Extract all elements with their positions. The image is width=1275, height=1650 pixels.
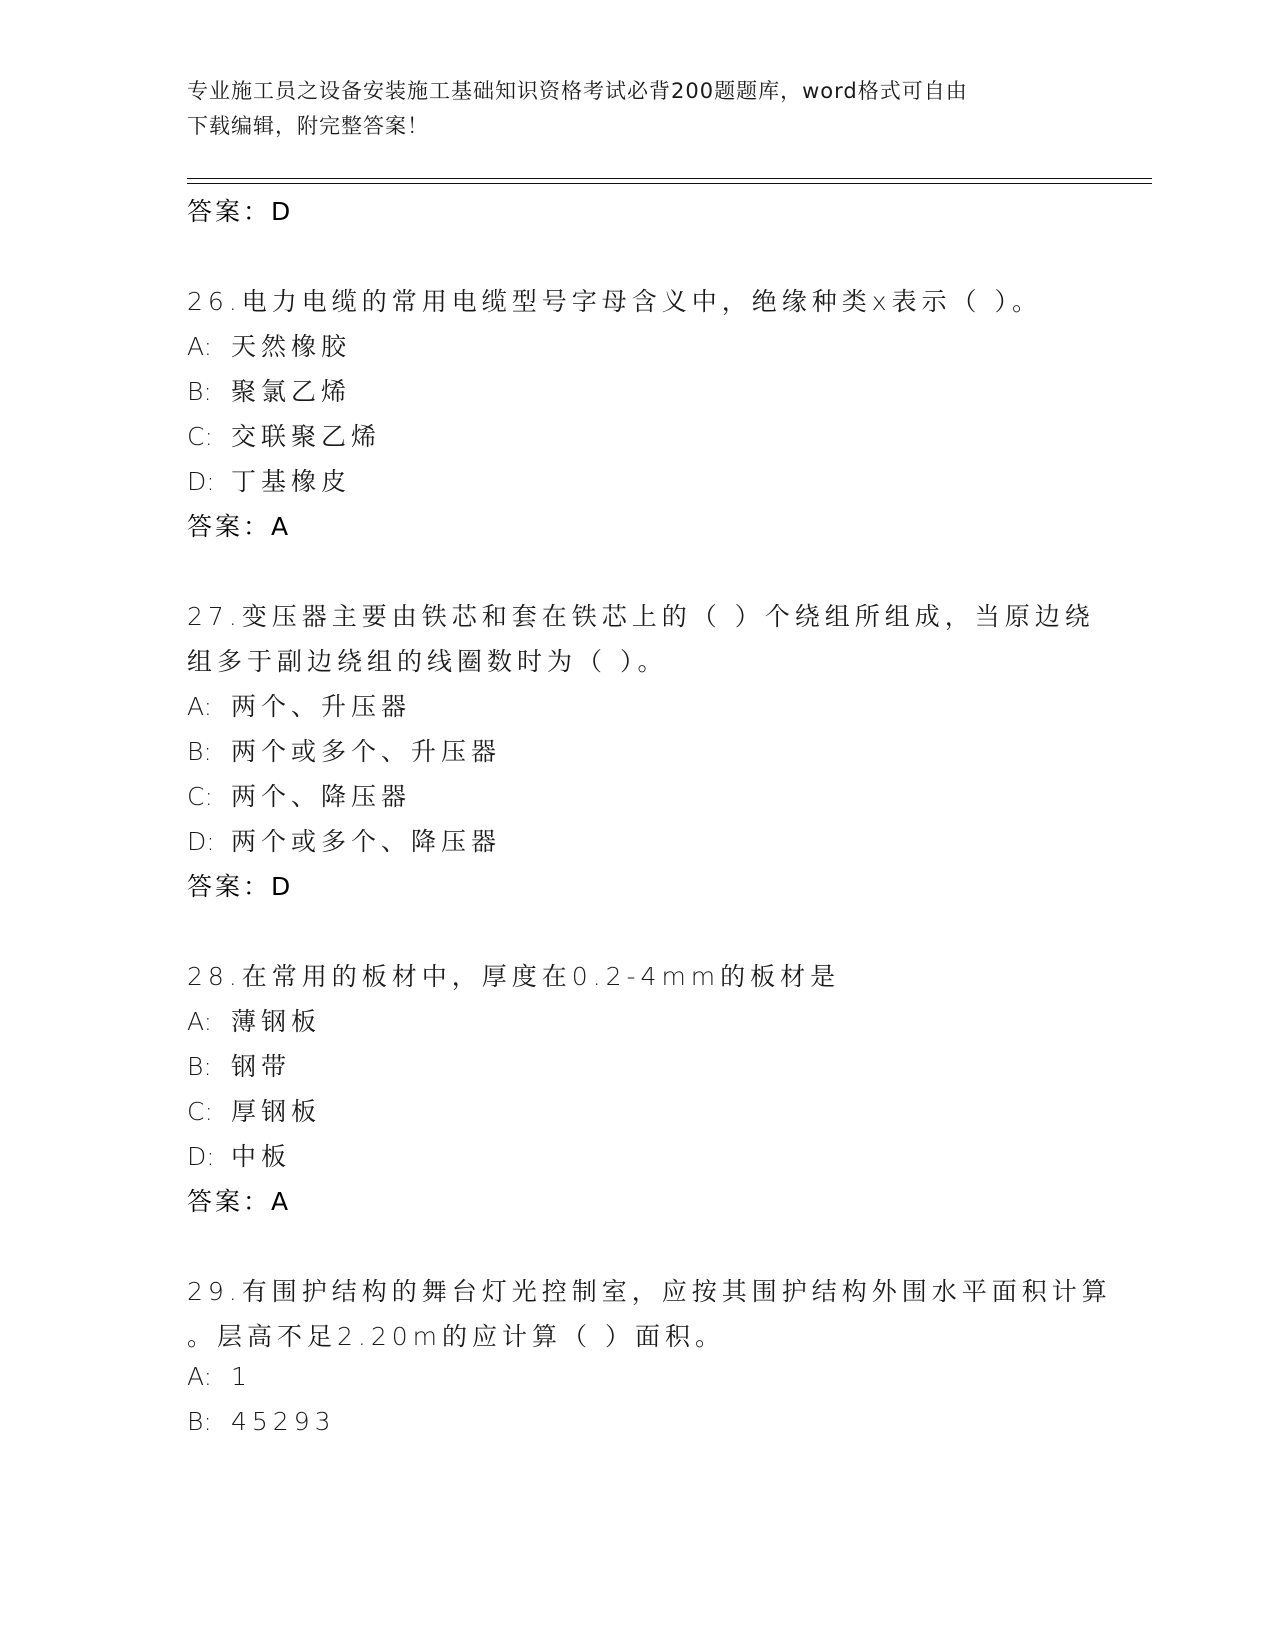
option-d: [187, 1137, 291, 1173]
option-key: A:: [187, 1362, 213, 1391]
question-stem: 26.电力电缆的常用电缆型号字母含义中，绝缘种类x表示（ ）。: [187, 287, 1043, 316]
option-text: 中板: [231, 1142, 292, 1171]
question-stem-continued: 组多于副边绕组的线圈数时为（ ）。: [187, 647, 668, 676]
option-key: C:: [187, 1097, 213, 1126]
option-text: 两个、升压器: [231, 692, 412, 721]
answer-line: 答案：A: [187, 512, 292, 541]
option-b: [187, 732, 501, 768]
header-divider: [187, 178, 1152, 179]
option-key: B:: [187, 1052, 212, 1081]
answer-line: 答案：A: [187, 1187, 292, 1216]
option-a: [187, 687, 411, 723]
answer-line: 答案：D: [187, 872, 294, 901]
option-text: 天然橡胶: [231, 332, 352, 361]
option-key: B:: [187, 1407, 212, 1436]
answer-line: 答案：D: [187, 197, 294, 226]
option-b: [187, 1407, 336, 1436]
option-a: [187, 1362, 252, 1391]
option-key: A:: [187, 692, 213, 721]
option-a: [187, 327, 351, 363]
option-text: 厚钢板: [231, 1097, 322, 1126]
option-c: [187, 777, 411, 813]
option-text: 交联聚乙烯: [231, 422, 382, 451]
option-d: [187, 462, 351, 498]
option-c: [187, 417, 381, 453]
option-b: [187, 1047, 291, 1083]
option-c: [187, 1092, 321, 1128]
document-header: [187, 74, 1067, 144]
option-key: D:: [187, 467, 215, 496]
option-b: [187, 372, 351, 408]
option-key: D:: [187, 827, 215, 856]
question-stem: 28.在常用的板材中，厚度在0.2-4mm的板材是: [187, 962, 841, 991]
option-key: B:: [187, 737, 212, 766]
option-text: 薄钢板: [231, 1007, 322, 1036]
question-stem: 29.有围护结构的舞台灯光控制室，应按其围护结构外围水平面积计算: [187, 1277, 1112, 1306]
question-stem: 27.变压器主要由铁芯和套在铁芯上的（ ）个绕组所组成，当原边绕: [187, 602, 1095, 631]
option-key: B:: [187, 377, 212, 406]
option-key: C:: [187, 422, 213, 451]
option-text: 两个或多个、降压器: [231, 827, 502, 856]
question-stem-continued: 。层高不足2.20m的应计算（ ）面积。: [187, 1322, 725, 1351]
option-text: 1: [231, 1362, 252, 1391]
option-text: 钢带: [231, 1052, 292, 1081]
option-key: C:: [187, 782, 213, 811]
option-text: 丁基橡皮: [231, 467, 352, 496]
option-text: 45293: [231, 1407, 336, 1436]
header-title-line-2: 下载编辑，附完整答案！: [187, 114, 429, 138]
header-title-line-1: 专业施工员之设备安装施工基础知识资格考试必背200题题库，word格式可自由: [187, 79, 968, 103]
option-key: D:: [187, 1142, 215, 1171]
option-text: 聚氯乙烯: [231, 377, 352, 406]
option-key: A:: [187, 1007, 213, 1036]
option-key: A:: [187, 332, 213, 361]
option-a: [187, 1002, 321, 1038]
option-text: 两个、降压器: [231, 782, 412, 811]
option-d: [187, 822, 501, 858]
option-text: 两个或多个、升压器: [231, 737, 502, 766]
header-divider: [187, 183, 1152, 184]
